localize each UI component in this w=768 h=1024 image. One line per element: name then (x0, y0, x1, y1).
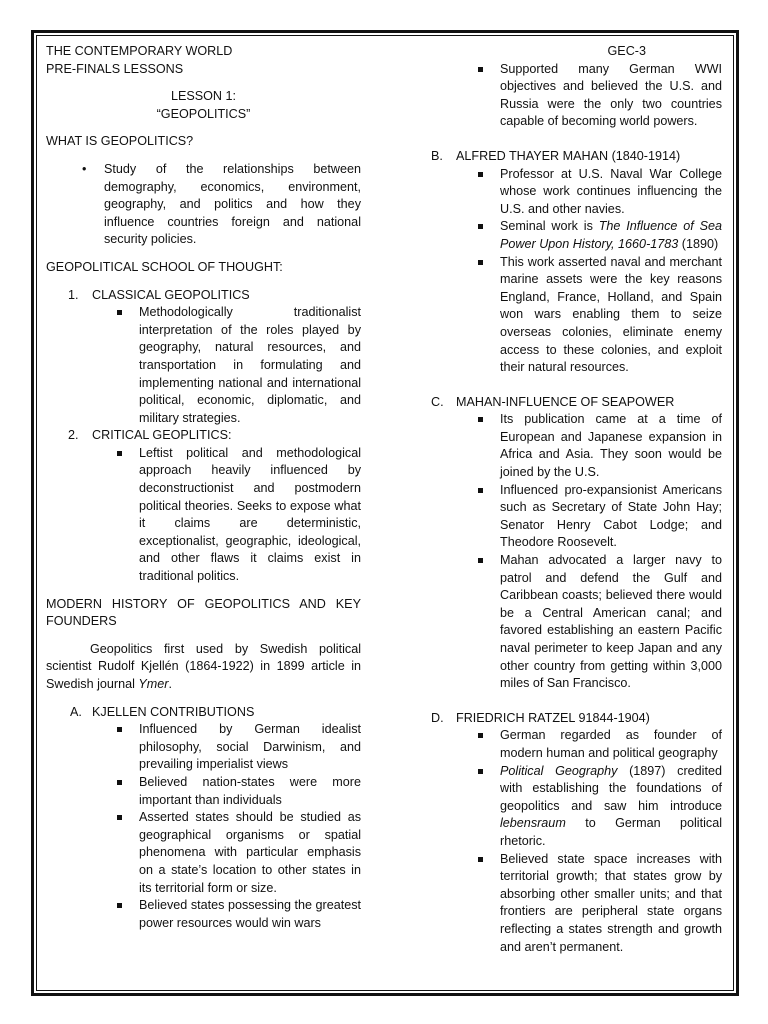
list-item: Asserted states should be studied as geographical organisms or spatial phenomena with particular emphasis on a state’s location to other states in its territorial form or size. (46, 809, 361, 897)
bullet-square-icon (478, 417, 483, 422)
list-item: Professor at U.S. Naval War College whose work continues influencing the U.S. and other navies. (428, 166, 722, 219)
bullet-square-icon (478, 67, 483, 72)
critical-bullets (46, 445, 361, 586)
what-is-bullet: • Study of the relationships between demography, economics, environment, geography, and politics and how they influence countries foreign and national security policies. (82, 161, 361, 247)
course-title: THE CONTEMPORARY WORLD (46, 44, 233, 58)
bullet-square-icon (478, 857, 483, 862)
lesson-title: “GEOPOLITICS” (156, 106, 251, 121)
bullet-square-icon (478, 733, 483, 738)
list-item: Influenced pro-expansionist Americans such as Secretary of State John Hay; Senator Henry Cabot Lodge; and Theodore Roosevelt. (428, 482, 722, 552)
bullet-square-icon (478, 260, 483, 265)
lessons-label: PRE-FINALS LESSONS (46, 61, 184, 76)
right-column (428, 43, 722, 956)
bullet-square-icon (478, 488, 483, 493)
bullet-square-icon (478, 558, 483, 563)
bullet-square-icon (478, 769, 483, 774)
kjellen-heading: A. KJELLEN CONTRIBUTIONS (70, 704, 255, 719)
school-heading: GEOPOLITICAL SCHOOL OF THOUGHT: (46, 259, 283, 274)
lesson-number: LESSON 1: (170, 89, 237, 104)
list-item: Believed nation-states were more important than individuals (46, 774, 361, 809)
course-code: GEC-3 (607, 44, 646, 58)
list-item: Supported many German WWI objectives and believed the U.S. and Russia were the only two countries capable of becoming world powers. (428, 61, 722, 131)
list-item: Methodologically traditionalist interpretation of the roles played by geography, natural resources, and transportation in formulating and implementing national and international political, economic, diplomatic, and military strategies. (46, 304, 361, 427)
what-is-heading: WHAT IS GEOPOLITICS? (46, 134, 194, 149)
ratzel-heading: D. FRIEDRICH RATZEL 91844-1904) (431, 710, 650, 725)
list-item: Believed state space increases with territorial growth; that states grow by absorbing other smaller units; and that frontiers are peripheral state organs reflecting a states strength and growth and aren’t permanent. (428, 851, 722, 957)
list-item: Its publication came at a time of European and Japanese expansion in Africa and Asia. They soon would be joined by the U.S. (428, 411, 722, 481)
list-item: Influenced by German idealist philosophy, social Darwinism, and prevailing imperialist views (46, 721, 361, 774)
mahan-bullets (428, 166, 722, 377)
kjellen-bullets-continued (428, 61, 722, 131)
list-item: Seminal work is The Influence of Sea Power Upon History, 1660-1783 (1890) (428, 218, 722, 253)
ratzel-bullets (428, 727, 722, 956)
bullet-dot-icon: • (82, 161, 87, 176)
modern-heading: MODERN HISTORY OF GEOPOLITICS AND KEY FOUNDERS (46, 596, 361, 629)
seapower-bullets (428, 411, 722, 693)
bullet-square-icon (478, 172, 483, 177)
bullet-square-icon (117, 310, 122, 315)
mahan-heading: B. ALFRED THAYER MAHAN (1840-1914) (431, 148, 681, 163)
classical-bullets (46, 304, 361, 427)
list-item: This work asserted naval and merchant marine assets were the key reasons England, France, Holland, and Spain won wars enabling them to seize overseas colonies, eliminate enemy access to these colonies, and exploit their natural resources. (428, 254, 722, 377)
list-item: Political Geography (1897) credited with establishing the foundations of geopolitics and saw him introduce lebensraum to German political rhetoric. (428, 763, 722, 851)
list-item: Believed states possessing the greatest power resources would win wars (46, 897, 361, 932)
list-item: German regarded as founder of modern human and political geography (428, 727, 722, 762)
modern-intro: Geopolitics first used by Swedish political scientist Rudolf Kjellén (1864-1922) in 1899 article in Swedish journal Ymer. (46, 641, 361, 691)
bullet-square-icon (117, 815, 122, 820)
list-item: Mahan advocated a larger navy to patrol and defend the Gulf and Caribbean coasts; believed there would be a Central American canal; and favored establishing an eastern Pacific naval perimeter to keep Japan and any other country from getting within 3,000 miles of San Francisco. (428, 552, 722, 693)
left-column (46, 43, 361, 932)
bullet-square-icon (117, 451, 122, 456)
list-item: Leftist political and methodological approach heavily influenced by deconstructionist and postmodern political theories. Seeks to expose what it claims are deterministic, exceptionalist, geographic, ideological, and other flaws it claims exist in traditional politics. (46, 445, 361, 586)
bullet-square-icon (117, 727, 122, 732)
bullet-square-icon (117, 780, 122, 785)
critical-heading: 2. CRITICAL GEOPLITICS: (68, 428, 232, 443)
bullet-square-icon (478, 224, 483, 229)
bullet-square-icon (117, 903, 122, 908)
seapower-heading: C. MAHAN-INFLUENCE OF SEAPOWER (431, 394, 675, 409)
kjellen-bullets (46, 721, 361, 932)
classical-heading: 1. CLASSICAL GEOPOLITICS (68, 287, 250, 302)
